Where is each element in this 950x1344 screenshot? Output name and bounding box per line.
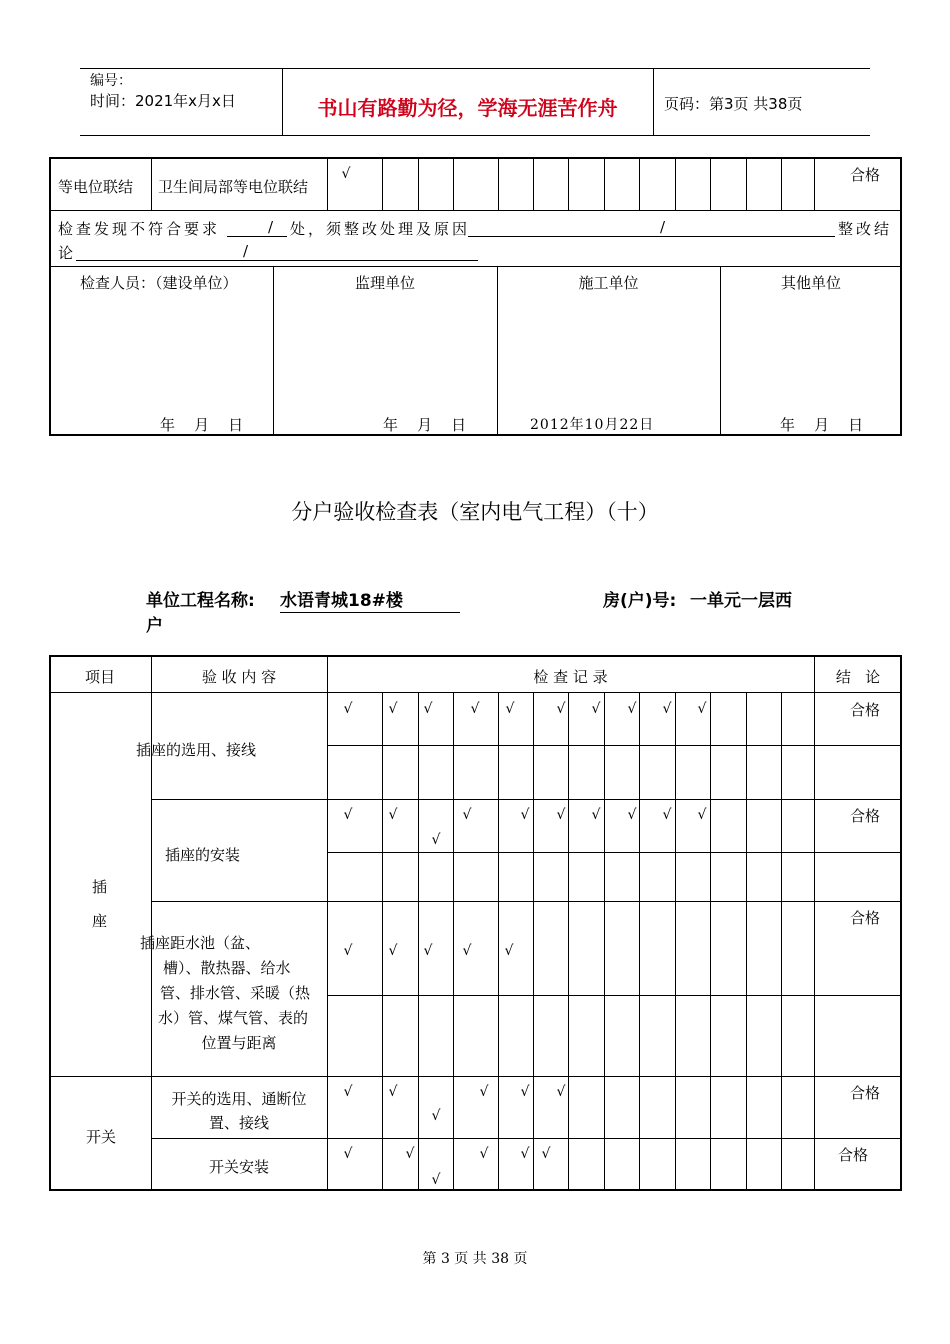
row5-result: 合格: [838, 1146, 869, 1164]
check-mark: √: [520, 807, 530, 823]
signer-other-date: 年 月 日: [780, 416, 864, 434]
project-label: 单位工程名称:: [146, 591, 255, 611]
row4-content-line-2: 置、接线: [208, 1114, 269, 1132]
check-mark: √: [556, 1084, 566, 1100]
check-mark: √: [341, 166, 351, 182]
check-mark: √: [388, 807, 398, 823]
header-record: 检 查 记 录: [533, 668, 608, 686]
header-content: 验 收 内 容: [201, 668, 277, 686]
check-mark: √: [520, 1084, 530, 1100]
check-mark: √: [462, 807, 472, 823]
check-mark: √: [697, 701, 707, 717]
project-value: 水语青城18#楼: [280, 586, 460, 613]
check-mark: √: [627, 807, 637, 823]
check-mark: √: [423, 943, 433, 959]
issues-line2-prefix: 论: [58, 244, 74, 262]
check-mark: √: [479, 1084, 489, 1100]
equipotential-result: 合格: [850, 166, 881, 184]
equipotential-item: 等电位联结: [58, 178, 134, 196]
form-title: 分户验收检查表（室内电气工程）（十）: [291, 500, 659, 524]
check-mark: √: [520, 1146, 530, 1162]
check-mark: √: [431, 1108, 441, 1124]
check-mark: √: [431, 1172, 441, 1188]
signer-supervision-date: 年 月 日: [383, 416, 467, 434]
check-mark: √: [504, 943, 514, 959]
signer-contractor-title: 施工单位: [578, 274, 639, 292]
row5-content: 开关安装: [208, 1158, 269, 1176]
check-mark: √: [388, 943, 398, 959]
group-switch: 开关: [86, 1128, 117, 1146]
check-mark: √: [556, 807, 566, 823]
room-label: 房(户)号:: [603, 591, 677, 611]
check-mark: √: [343, 807, 353, 823]
check-mark: √: [343, 701, 353, 717]
issues-conclusion: /: [243, 242, 249, 260]
group-socket-char-2: 座: [92, 912, 108, 930]
check-mark: √: [343, 1146, 353, 1162]
row3-content-line-1: 插座距水池（盆、: [140, 934, 261, 952]
group-socket-char-1: 插: [92, 878, 108, 896]
page-counter-label: 页码：第3页 共38页: [664, 95, 803, 113]
row4-content-line-1: 开关的选用、通断位: [171, 1090, 307, 1108]
row3-content-line-4: 水）管、煤气管、表的: [158, 1009, 309, 1027]
issues-mid: 处，须整改处理及原因: [290, 220, 471, 238]
equipotential-content: 卫生间局部等电位联结: [158, 178, 309, 196]
row2-result: 合格: [850, 807, 881, 825]
check-mark: √: [431, 832, 441, 848]
check-mark: √: [591, 807, 601, 823]
header-result: 结 论: [835, 668, 881, 686]
row3-content-line-3: 管、排水管、采暖（热: [160, 984, 311, 1002]
page-footer: 第 3 页 共 38 页: [422, 1251, 528, 1267]
check-mark: √: [388, 701, 398, 717]
row3-content-line-5: 位置与距离: [201, 1034, 277, 1052]
signer-construction-date: 年 月 日: [160, 416, 244, 434]
document-time-label: 时间：2021年x月x日: [90, 92, 236, 110]
check-mark: √: [556, 701, 566, 717]
issues-count: /: [268, 218, 274, 236]
check-mark: √: [405, 1146, 415, 1162]
issues-suffix: 整改结: [838, 220, 893, 238]
check-mark: √: [462, 943, 472, 959]
row4-result: 合格: [850, 1084, 881, 1102]
signer-construction-title: 检查人员：（建设单位）: [80, 274, 238, 292]
issues-prefix: 检查发现不符合要求: [58, 220, 221, 238]
row1-content: 插座的选用、接线: [136, 741, 257, 759]
header-item: 项目: [84, 668, 115, 686]
check-mark: √: [505, 701, 515, 717]
check-mark: √: [479, 1146, 489, 1162]
room-value-cont: 户: [146, 616, 163, 636]
check-mark: √: [343, 1084, 353, 1100]
check-mark: √: [470, 701, 480, 717]
check-mark: √: [541, 1146, 551, 1162]
room-value: 一单元一层西: [690, 591, 792, 611]
check-mark: √: [343, 943, 353, 959]
check-mark: √: [627, 701, 637, 717]
signer-other-title: 其他单位: [780, 274, 841, 292]
row3-result: 合格: [850, 909, 881, 927]
document-number-label: 编号：: [90, 73, 132, 89]
check-mark: √: [591, 701, 601, 717]
row3-content-line-2: 槽）、散热器、给水: [163, 959, 291, 977]
check-mark: √: [662, 701, 672, 717]
signer-supervision-title: 监理单位: [354, 274, 415, 292]
header-motto: 书山有路勤为径，学海无涯苦作舟: [317, 96, 618, 120]
signer-contractor-date: 2012年10月22日: [530, 417, 655, 433]
check-mark: √: [388, 1084, 398, 1100]
check-mark: √: [662, 807, 672, 823]
check-mark: √: [697, 807, 707, 823]
row2-content: 插座的安装: [165, 846, 241, 864]
row1-result: 合格: [850, 701, 881, 719]
issues-reason: /: [660, 218, 666, 236]
check-mark: √: [423, 701, 433, 717]
